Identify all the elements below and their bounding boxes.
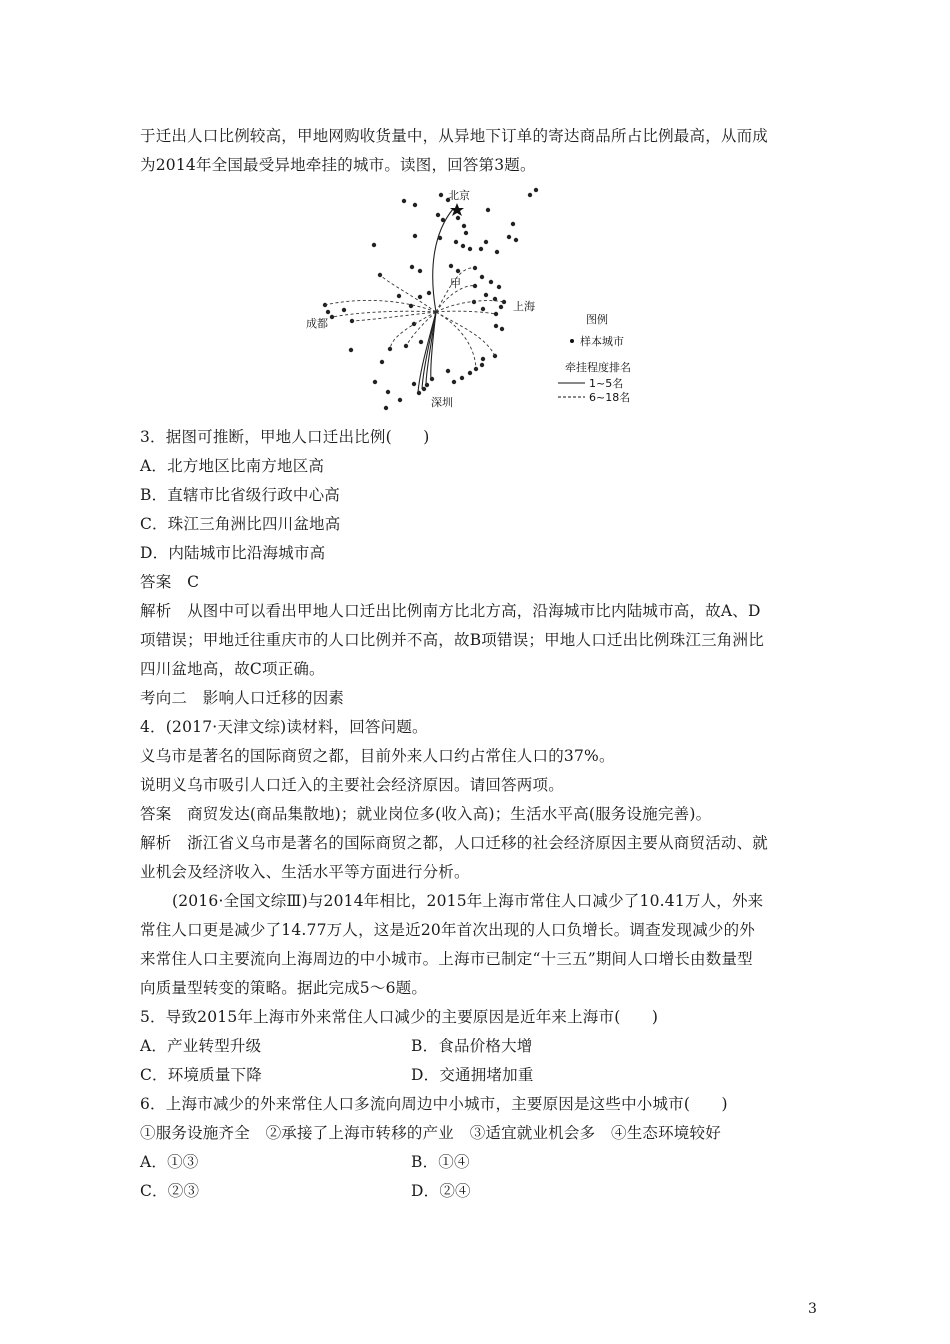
dashed-flow-lines	[325, 268, 504, 369]
intro-line-2: 为2014年全国最受异地牵挂的城市。读图，回答第3题。	[140, 156, 536, 174]
page-number: 3	[808, 1301, 817, 1317]
label-shanghai: 上海	[513, 300, 535, 313]
intro-line-1: 于迁出人口比例较高，甲地网购收货量中，从异地下订单的寄达商品所占比例最高，从而成	[140, 127, 769, 145]
legend-rank-title: 牵挂程度排名	[565, 361, 631, 374]
q3-option-a: A．北方地区比南方地区高	[140, 457, 325, 475]
q4-analysis-2: 业机会及经济收入、生活水平等方面进行分析。	[140, 863, 470, 881]
q3-option-d: D．内陆城市比沿海城市高	[140, 544, 326, 562]
q5-option-b: B．食品价格大增	[411, 1037, 533, 1055]
legend-title: 图例	[586, 313, 608, 326]
q3-analysis-3: 四川盆地高，故C项正确。	[140, 660, 325, 678]
q3-answer: 答案 C	[140, 573, 200, 591]
q4-stem: 4．(2017·天津文综)读材料，回答问题。	[140, 718, 428, 736]
legend-sample-city: 样本城市	[580, 335, 624, 348]
q6-option-a: A．①③	[140, 1153, 199, 1171]
passage-line-4: 向质量型转变的策略。据此完成5～6题。	[140, 979, 428, 997]
q4-material: 义乌市是著名的国际商贸之都，目前外来人口约占常住人口的37%。	[140, 747, 615, 765]
migration-map	[300, 186, 660, 418]
legend-solid: 1~5名	[589, 377, 624, 390]
q5-option-d: D．交通拥堵加重	[411, 1066, 534, 1084]
q3-stem: 3．据图可推断，甲地人口迁出比例( )	[140, 428, 430, 446]
q6-option-d: D．②④	[411, 1182, 471, 1200]
q3-option-c: C．珠江三角洲比四川盆地高	[140, 515, 341, 533]
label-jia: 甲	[450, 277, 461, 290]
q6-option-b: B．①④	[411, 1153, 470, 1171]
q5-option-c: C．环境质量下降	[140, 1066, 262, 1084]
q5-option-a: A．产业转型升级	[140, 1037, 262, 1055]
q4-ask: 说明义乌市吸引人口迁入的主要社会经济原因。请回答两项。	[140, 776, 564, 794]
solid-flow-lines	[418, 209, 453, 392]
legend-dashed: 6~18名	[589, 391, 631, 404]
q5-stem: 5．导致2015年上海市外来常住人口减少的主要原因是近年来上海市( )	[140, 1008, 659, 1026]
label-shenzhen: 深圳	[431, 396, 453, 409]
section-heading: 考向二 影响人口迁移的因素	[140, 689, 345, 707]
q4-analysis-1: 解析 浙江省义乌市是著名的国际商贸之都，人口迁移的社会经济原因主要从商贸活动、就	[140, 834, 769, 852]
beijing-star-icon	[450, 203, 464, 216]
label-beijing: 北京	[448, 189, 470, 202]
legend	[558, 312, 631, 404]
passage-line-3: 来常住人口主要流向上海周边的中小城市。上海市已制定“十三五”期间人口增长由数量型	[140, 950, 753, 968]
q6-items: ①服务设施齐全 ②承接了上海市转移的产业 ③适宜就业机会多 ④生态环境较好	[140, 1124, 721, 1142]
passage-line-2: 常住人口更是减少了14.77万人，这是近20年首次出现的人口负增长。调查发现减少的外	[140, 921, 755, 939]
q4-answer: 答案 商贸发达(商品集散地)；就业岗位多(收入高)；生活水平高(服务设施完善)。	[140, 805, 712, 823]
q3-analysis-1: 解析 从图中可以看出甲地人口迁出比例南方比北方高，沿海城市比内陆城市高，故A、D	[140, 602, 761, 620]
passage-line-1: (2016·全国文综Ⅲ)与2014年相比，2015年上海市常住人口减少了10.41万人，外来	[172, 892, 764, 910]
q3-option-b: B．直辖市比省级行政中心高	[140, 486, 340, 504]
q6-option-c: C．②③	[140, 1182, 200, 1200]
label-chengdu: 成都	[306, 317, 328, 330]
q6-stem: 6．上海市减少的外来常住人口多流向周边中小城市，主要原因是这些中小城市( )	[140, 1095, 728, 1113]
q3-analysis-2: 项错误；甲地迁往重庆市的人口比例并不高，故B项错误；甲地人口迁出比例珠江三角洲比	[140, 631, 764, 649]
